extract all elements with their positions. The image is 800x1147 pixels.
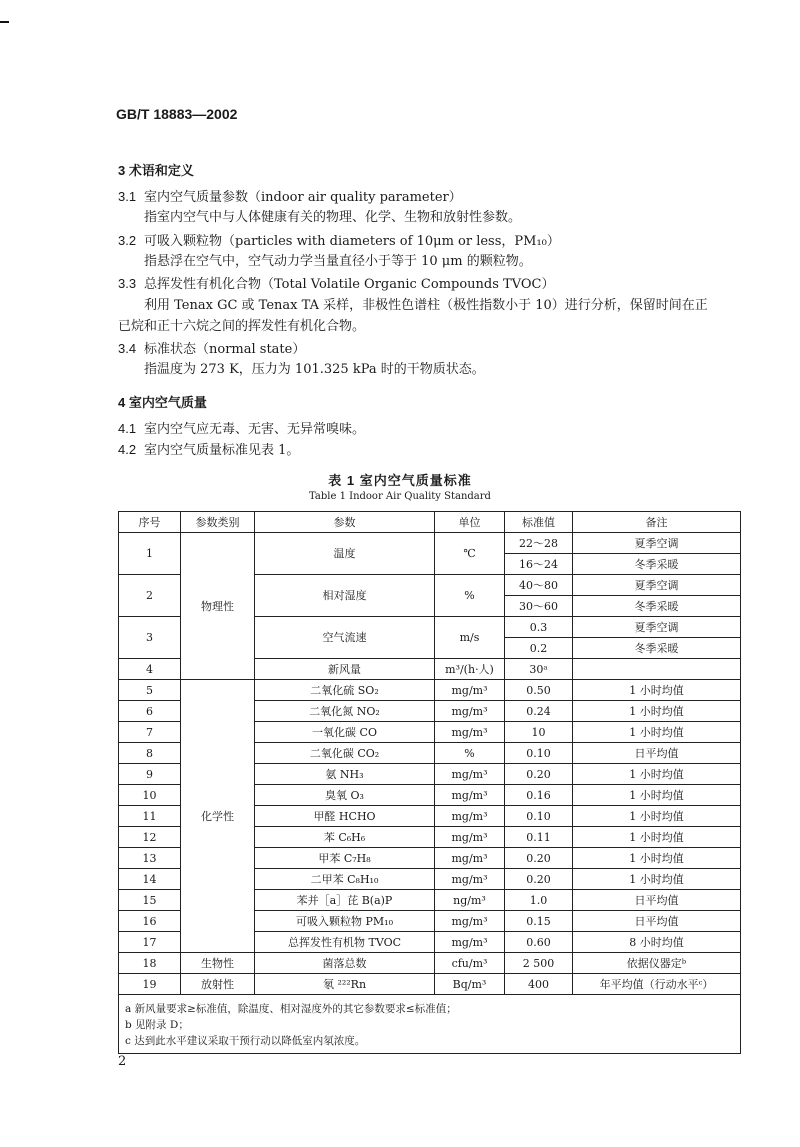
term-3-3-definition-line1: 利用 Tenax GC 或 Tenax TA 采样，非极性色谱柱（极性指数小于 10）进行分析，保留时间在正: [144, 298, 708, 313]
row-remark: 夏季空调: [573, 617, 741, 638]
row-parameter: 苯 C₆H₆: [255, 827, 435, 848]
row-parameter: 相对湿度: [255, 575, 435, 617]
row-remark: 依据仪器定ᵇ: [573, 953, 741, 974]
row-remark: 夏季空调: [573, 575, 741, 596]
row-unit: mg/m³: [435, 848, 505, 869]
term-number: 3.3: [118, 276, 137, 291]
row-no: 10: [119, 785, 181, 806]
category-radioactive: 放射性: [181, 974, 255, 995]
row-value: 0.10: [505, 743, 573, 764]
row-no: 2: [119, 575, 181, 617]
table-row: [119, 974, 741, 995]
row-remark: 日平均值: [573, 890, 741, 911]
row-parameter: 甲醛 HCHO: [255, 806, 435, 827]
table-row: [119, 533, 741, 554]
footnotes-cell: [119, 995, 741, 1054]
clause-4-1: [118, 421, 365, 438]
table-row: [119, 680, 741, 701]
row-unit: %: [435, 743, 505, 764]
row-value: 0.20: [505, 764, 573, 785]
table-caption-cn: 表 1 室内空气质量标准: [328, 473, 472, 488]
clause-text: 室内空气应无毒、无害、无异常嗅味。: [144, 422, 366, 437]
row-value: 0.20: [505, 869, 573, 890]
row-no: 4: [119, 659, 181, 680]
row-remark: 夏季空调: [573, 533, 741, 554]
row-unit: cfu/m³: [435, 953, 505, 974]
term-3-1: [118, 189, 462, 206]
row-parameter: 甲苯 C₇H₈: [255, 848, 435, 869]
row-value: 30～60: [505, 596, 573, 617]
row-remark: 冬季采暖: [573, 638, 741, 659]
row-no: 1: [119, 533, 181, 575]
clause-text: 室内空气质量标准见表 1。: [144, 443, 300, 458]
footnote-a: a 新风量要求≥标准值，除温度、相对湿度外的其它参数要求≤标准值；: [125, 1003, 457, 1015]
row-remark: 1 小时均值: [573, 869, 741, 890]
row-parameter: 臭氧 O₃: [255, 785, 435, 806]
term-3-2-definition: 指悬浮在空气中，空气动力学当量直径小于等于 10 μm 的颗粒物。: [144, 254, 532, 269]
row-unit: Bq/m³: [435, 974, 505, 995]
category-biological: 生物性: [181, 953, 255, 974]
category-physical: 物理性: [181, 533, 255, 680]
row-value: 40～80: [505, 575, 573, 596]
row-parameter: 菌落总数: [255, 953, 435, 974]
page-corner-mark: [0, 21, 9, 23]
row-unit: m/s: [435, 617, 505, 659]
row-unit: ng/m³: [435, 890, 505, 911]
section-3-heading: 3 术语和定义: [118, 163, 194, 178]
row-parameter: 可吸入颗粒物 PM₁₀: [255, 911, 435, 932]
row-no: 5: [119, 680, 181, 701]
standard-id-header: GB/T 18883—2002: [116, 106, 238, 122]
clause-number: 4.2: [118, 442, 137, 457]
header-remark: 备注: [573, 512, 741, 533]
row-no: 18: [119, 953, 181, 974]
row-value: 0.20: [505, 848, 573, 869]
term-title: 室内空气质量参数（indoor air quality parameter）: [144, 190, 462, 205]
row-value: 1.0: [505, 890, 573, 911]
header-parameter: 参数: [255, 512, 435, 533]
row-value: 0.3: [505, 617, 573, 638]
row-value: 2 500: [505, 953, 573, 974]
row-value: 0.11: [505, 827, 573, 848]
row-value: 0.2: [505, 638, 573, 659]
header-no: 序号: [119, 512, 181, 533]
row-parameter: 苯并［a］芘 B(a)P: [255, 890, 435, 911]
footnote-c: c 达到此水平建议采取干预行动以降低室内氡浓度。: [125, 1035, 366, 1047]
row-value: 30ᵃ: [505, 659, 573, 680]
row-remark: 1 小时均值: [573, 701, 741, 722]
row-parameter: 新风量: [255, 659, 435, 680]
row-no: 9: [119, 764, 181, 785]
row-remark: 1 小时均值: [573, 764, 741, 785]
term-3-4: [118, 341, 305, 358]
term-number: 3.2: [118, 233, 137, 248]
term-3-3-definition-line2: 已烷和正十六烷之间的挥发性有机化合物。: [118, 319, 366, 334]
term-3-4-definition: 指温度为 273 K，压力为 101.325 kPa 时的干物质状态。: [144, 362, 485, 377]
row-no: 6: [119, 701, 181, 722]
row-parameter: 氡 ²²²Rn: [255, 974, 435, 995]
row-remark: [573, 659, 741, 680]
row-parameter: 一氧化碳 CO: [255, 722, 435, 743]
term-3-3: [118, 276, 555, 293]
row-value: 400: [505, 974, 573, 995]
row-parameter: 温度: [255, 533, 435, 575]
row-remark: 1 小时均值: [573, 785, 741, 806]
row-parameter: 氨 NH₃: [255, 764, 435, 785]
table-footnotes: [119, 995, 741, 1054]
row-value: 22～28: [505, 533, 573, 554]
row-parameter: 二氧化氮 NO₂: [255, 701, 435, 722]
row-unit: mg/m³: [435, 701, 505, 722]
row-value: 0.15: [505, 911, 573, 932]
row-no: 12: [119, 827, 181, 848]
term-3-1-definition: 指室内空气中与人体健康有关的物理、化学、生物和放射性参数。: [144, 210, 522, 225]
row-remark: 1 小时均值: [573, 848, 741, 869]
row-unit: mg/m³: [435, 722, 505, 743]
row-remark: 冬季采暖: [573, 596, 741, 617]
row-unit: ℃: [435, 533, 505, 575]
term-number: 3.1: [118, 189, 137, 204]
row-value: 0.60: [505, 932, 573, 953]
row-value: 0.50: [505, 680, 573, 701]
row-remark: 1 小时均值: [573, 722, 741, 743]
page-number: 2: [118, 1054, 127, 1069]
row-unit: mg/m³: [435, 806, 505, 827]
row-unit: mg/m³: [435, 785, 505, 806]
row-remark: 冬季采暖: [573, 554, 741, 575]
table-header-row: [119, 512, 741, 533]
row-remark: 8 小时均值: [573, 932, 741, 953]
term-title: 标准状态（normal state）: [144, 342, 306, 357]
row-no: 7: [119, 722, 181, 743]
row-unit: mg/m³: [435, 764, 505, 785]
row-no: 3: [119, 617, 181, 659]
row-remark: 年平均值（行动水平ᶜ）: [573, 974, 741, 995]
row-value: 0.16: [505, 785, 573, 806]
header-standard-value: 标准值: [505, 512, 573, 533]
category-chemical: 化学性: [181, 680, 255, 953]
header-category: 参数类别: [181, 512, 255, 533]
row-no: 11: [119, 806, 181, 827]
header-unit: 单位: [435, 512, 505, 533]
term-number: 3.4: [118, 341, 137, 356]
row-parameter: 二甲苯 C₈H₁₀: [255, 869, 435, 890]
clause-4-2: [118, 442, 299, 459]
footnote-b: b 见附录 D；: [125, 1019, 189, 1031]
row-no: 19: [119, 974, 181, 995]
row-value: 0.24: [505, 701, 573, 722]
row-remark: 1 小时均值: [573, 806, 741, 827]
row-value: 16～24: [505, 554, 573, 575]
row-unit: mg/m³: [435, 869, 505, 890]
row-remark: 日平均值: [573, 743, 741, 764]
row-no: 16: [119, 911, 181, 932]
row-value: 10: [505, 722, 573, 743]
row-remark: 1 小时均值: [573, 827, 741, 848]
row-unit: mg/m³: [435, 911, 505, 932]
term-title: 总挥发性有机化合物（Total Volatile Organic Compounds TVOC）: [144, 277, 555, 292]
row-no: 13: [119, 848, 181, 869]
row-parameter: 二氧化硫 SO₂: [255, 680, 435, 701]
row-no: 14: [119, 869, 181, 890]
row-remark: 1 小时均值: [573, 680, 741, 701]
row-unit: mg/m³: [435, 932, 505, 953]
row-no: 17: [119, 932, 181, 953]
section-4-heading: 4 室内空气质量: [118, 395, 207, 410]
clause-number: 4.1: [118, 421, 137, 436]
table-row: [119, 953, 741, 974]
row-no: 8: [119, 743, 181, 764]
row-unit: mg/m³: [435, 680, 505, 701]
row-parameter: 二氧化碳 CO₂: [255, 743, 435, 764]
row-remark: 日平均值: [573, 911, 741, 932]
row-unit: mg/m³: [435, 827, 505, 848]
row-parameter: 空气流速: [255, 617, 435, 659]
row-value: 0.10: [505, 806, 573, 827]
table-caption-en: Table 1 Indoor Air Quality Standard: [309, 491, 491, 502]
indoor-air-quality-table: [118, 511, 741, 1054]
row-no: 15: [119, 890, 181, 911]
term-3-2: [118, 233, 560, 250]
term-title: 可吸入颗粒物（particles with diameters of 10μm or less，PM₁₀）: [144, 234, 560, 249]
row-unit: %: [435, 575, 505, 617]
row-unit: m³/(h·人): [435, 659, 505, 680]
row-parameter: 总挥发性有机物 TVOC: [255, 932, 435, 953]
